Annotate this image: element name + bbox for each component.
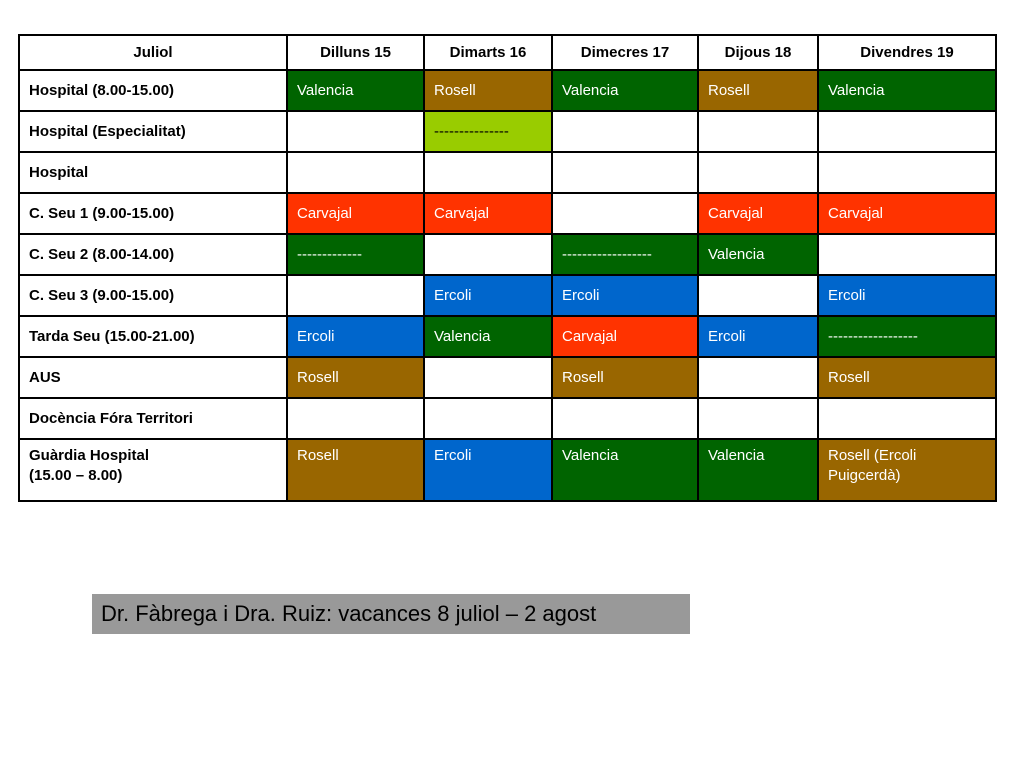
schedule-cell [698,152,818,193]
day-header: Dilluns 15 [287,35,424,70]
schedule-cell [818,152,996,193]
row-label-line: C. Seu 3 (9.00-15.00) [29,286,175,304]
cell-text: Ercoli [434,286,472,304]
cell-text: Ercoli [562,286,600,304]
header-row [19,35,996,70]
corner-header: Juliol [19,35,287,70]
schedule-cell [287,439,424,501]
cell-text: Valencia [562,447,619,464]
row-label [19,439,287,501]
schedule-cell [552,111,698,152]
schedule-cell [287,234,424,275]
schedule-cell [698,439,818,501]
schedule-cell [698,398,818,439]
row-label [19,111,287,152]
cell-text: ------------------ [828,327,918,345]
schedule-cell [287,275,424,316]
cell-text: Rosell [297,447,339,464]
schedule-cell [698,111,818,152]
row-label [19,70,287,111]
cell-text: Rosell [434,81,476,99]
day-header: Dimecres 17 [552,35,698,70]
row-label-line: AUS [29,368,61,386]
schedule-row [19,152,996,193]
cell-text: Rosell [297,368,339,386]
schedule-cell [287,398,424,439]
cell-text: Valencia [708,447,765,464]
schedule-cell [424,316,552,357]
schedule-cell [818,398,996,439]
schedule-cell [552,398,698,439]
cell-text: Carvajal [434,204,490,222]
cell-text: Ercoli [297,327,335,345]
schedule-cell [552,234,698,275]
cell-text: Valencia [708,245,765,263]
row-label-line: Tarda Seu (15.00-21.00) [29,327,195,345]
schedule-body [19,70,996,501]
schedule-row [19,234,996,275]
cell-text: Carvajal [828,204,884,222]
cell-text: ------------------ [562,245,652,263]
schedule-cell [287,357,424,398]
cell-text: Valencia [828,81,885,99]
cell-text: Carvajal [562,327,618,345]
row-label [19,193,287,234]
schedule-cell [287,111,424,152]
cell-text: Rosell [562,368,604,386]
schedule-row [19,70,996,111]
cell-text: Rosell (Ercoli [828,447,917,464]
schedule-cell [424,398,552,439]
cell-text: Rosell [828,368,870,386]
row-label-line: C. Seu 2 (8.00-14.00) [29,245,175,263]
day-header: Divendres 19 [818,35,996,70]
schedule-cell [287,193,424,234]
schedule-row [19,316,996,357]
row-label [19,357,287,398]
cell-text: Puigcerdà) [828,467,901,484]
schedule-cell [698,357,818,398]
day-header: Dijous 18 [698,35,818,70]
cell-text: Ercoli [434,447,472,464]
schedule-cell [552,439,698,501]
schedule-cell [698,316,818,357]
schedule-cell [552,275,698,316]
schedule-cell [424,111,552,152]
schedule-row [19,111,996,152]
schedule-cell [818,193,996,234]
schedule-cell [552,152,698,193]
schedule-cell [424,152,552,193]
cell-text: --------------- [434,122,509,140]
row-label [19,398,287,439]
schedule-cell [818,275,996,316]
cell-text: Ercoli [708,327,746,345]
schedule-cell [552,70,698,111]
schedule-cell [698,70,818,111]
schedule-cell [818,234,996,275]
cell-text: Ercoli [828,286,866,304]
schedule-row [19,275,996,316]
schedule-cell [818,357,996,398]
row-label-line: (15.00 – 8.00) [29,467,123,484]
schedule-cell [552,193,698,234]
schedule-cell [424,70,552,111]
row-label-line: Hospital (Especialitat) [29,122,186,140]
cell-text: Carvajal [297,204,353,222]
schedule-row [19,357,996,398]
cell-text: Valencia [434,327,491,345]
schedule-cell [424,275,552,316]
schedule-cell [424,193,552,234]
schedule-cell [424,439,552,501]
vacation-note: Dr. Fàbrega i Dra. Ruiz: vacances 8 juliol – 2 agost [92,594,690,634]
schedule-cell [698,234,818,275]
day-header: Dimarts 16 [424,35,552,70]
row-label-line: Guàrdia Hospital [29,447,150,464]
schedule-cell [698,275,818,316]
schedule-row [19,193,996,234]
schedule-cell [818,111,996,152]
schedule-row [19,398,996,439]
schedule-cell [287,152,424,193]
schedule-cell [818,439,996,501]
cell-text: Carvajal [708,204,764,222]
cell-text: Rosell [708,81,750,99]
row-label-line: C. Seu 1 (9.00-15.00) [29,204,175,222]
cell-text: ------------- [297,245,362,263]
schedule-cell [552,316,698,357]
row-label-line: Docència Fóra Territori [29,409,193,427]
row-label-line: Hospital (8.00-15.00) [29,81,175,99]
schedule-row [19,439,996,501]
cell-text: Valencia [297,81,354,99]
row-label [19,152,287,193]
schedule-cell [552,357,698,398]
schedule-cell [424,234,552,275]
schedule-table [18,34,997,502]
schedule-cell [818,316,996,357]
row-label [19,234,287,275]
row-label-line: Hospital [29,163,89,181]
row-label [19,316,287,357]
schedule-cell [287,70,424,111]
schedule-cell [818,70,996,111]
schedule-cell [424,357,552,398]
schedule-cell [698,193,818,234]
cell-text: Valencia [562,81,619,99]
row-label [19,275,287,316]
schedule-cell [287,316,424,357]
